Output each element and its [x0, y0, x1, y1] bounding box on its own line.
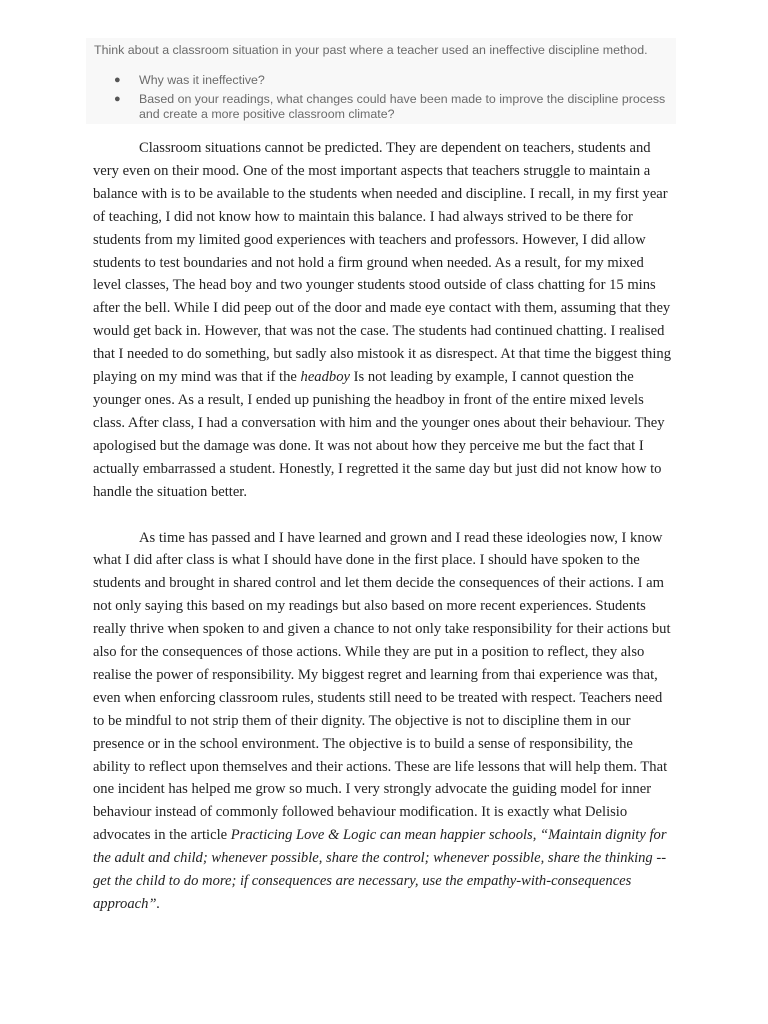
prompt-question-item: [94, 92, 674, 122]
essay-text: As time has passed and I have learned and grown and I read these ideologies now, I know what I did after class is what I should have done in the first place. I should have spoken to the students and brought in shared control and let them decide the consequences of their actions. I am not only saying this based on my readings but also based on more recent experiences. Students really thrive when spoken to and given a chance to not only take responsibility for their actions but also for the consequences of those actions. While they are put in a position to reflect, they also realise the power of responsibility. My biggest regret and learning from thai experience was that, even when enforcing classroom rules, students still need to be treated with respect. Teachers need to be mindful to not strip them of their dignity. The objective is not to discipline them in our presence or in the school environment. The objective is to build a sense of responsibility, the ability to reflect upon themselves and their actions. These are life lessons that will help them. That one incident has helped me grow so much. I very strongly advocate the guiding model for inner behaviour instead of commonly followed behaviour modification. It is exactly what Delisio advocates in the article: [93, 529, 671, 844]
essay-italic-text: headboy: [300, 369, 350, 386]
essay-text: Is not leading by example, I cannot question the younger ones. As a result, I ended up punishing the headboy in front of the entire mixed levels class. After class, I had a conversation with him and the younger ones about their behaviour. They apologised but the damage was done. It was not about how they perceive me but the fact that I actually embarrassed a student. Honestly, I regretted it the same day but just did not know how to handle the situation better.: [93, 369, 665, 500]
prompt-question-list: [94, 73, 674, 126]
prompt-question-item: [94, 73, 674, 88]
prompt-question-text: Why was it ineffective?: [139, 73, 265, 87]
prompt-title: Think about a classroom situation in your past where a teacher used an ineffective discipline method.: [94, 43, 648, 57]
essay-paragraph-1: [93, 137, 673, 504]
essay-paragraph-2: [93, 527, 673, 916]
bullet-icon: ●: [114, 93, 121, 105]
essay-body: [93, 137, 673, 916]
bullet-icon: ●: [114, 74, 121, 86]
essay-text: Classroom situations cannot be predicted. They are dependent on teachers, students and very even on their mood. One of the most important aspects that teachers struggle to maintain a balance with is to be available to the students when needed and discipline. I recall, in my first year of teaching, I did not know how to maintain this balance. I had always strived to be there for students from my limited good experiences with teachers and professors. However, I did allow students to test boundaries and not hold a firm ground when needed. As a result, for my mixed level classes, The head boy and two younger students stood outside of class chatting for 15 mins after the bell. While I did peep out of the door and made eye contact with them, assuming that they would get back in. However, that was not the case. The students had continued chatting. I realised that I needed to do something, but sadly also mistook it as disrespect. At that time the biggest thing playing on my mind was that if the: [93, 140, 671, 386]
essay-quote: Practicing Love & Logic can mean happier schools, “Maintain dignity for the adult and child; whenever possible, share the control; whenever possible, share the thinking -- get the child to do more; if consequences are necessary, use the empathy-with-consequences approach”.: [93, 827, 667, 912]
prompt-question-text: Based on your readings, what changes could have been made to improve the discipline process and create a more positive classroom climate?: [139, 92, 666, 121]
